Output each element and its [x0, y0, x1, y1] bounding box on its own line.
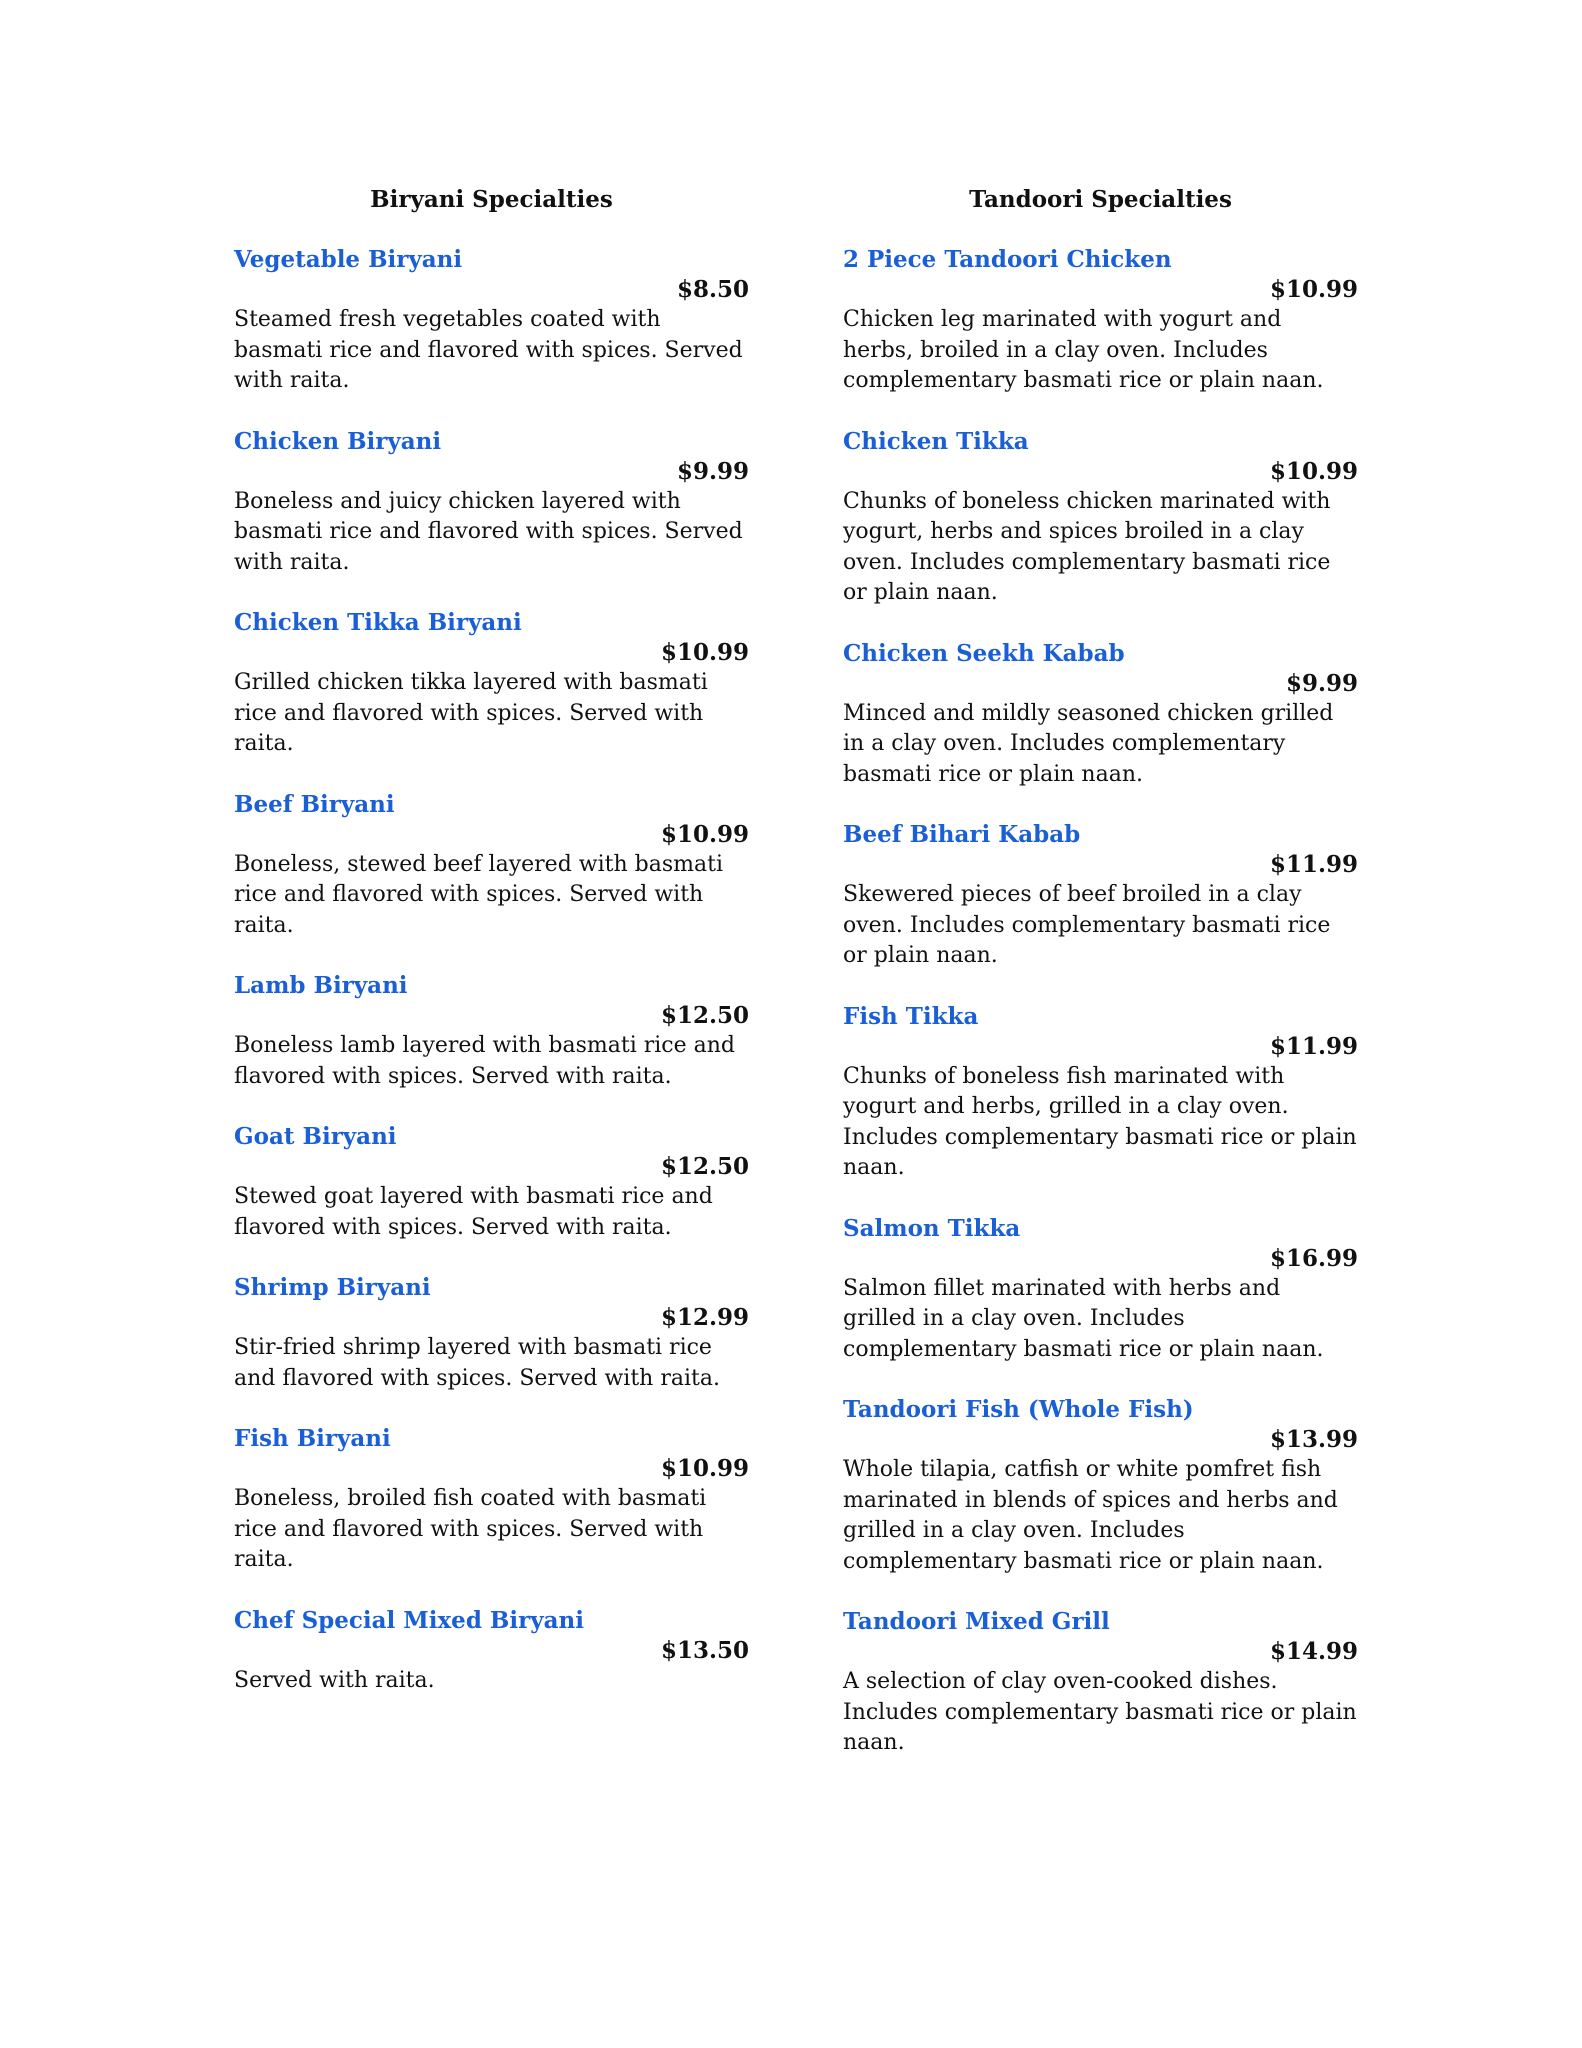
- item-name: Chicken Tikka: [843, 427, 1029, 455]
- menu-item: [843, 1214, 1358, 1366]
- menu-item: [234, 971, 749, 1092]
- menu-item: [843, 427, 1358, 609]
- menu-item: [234, 1424, 749, 1576]
- item-description: Boneless, broiled fish coated with basmati rice and flavored with spices. Served with raita.: [234, 1486, 707, 1572]
- item-description: Chicken leg marinated with yogurt and herbs, broiled in a clay oven. Includes complementary basmati rice or plain naan.: [843, 307, 1324, 393]
- item-price: $10.99: [660, 820, 749, 848]
- item-price: $10.99: [1269, 276, 1358, 303]
- item-name: Chicken Biryani: [234, 427, 442, 455]
- item-description: Whole tilapia, catfish or white pomfret fish marinated in blends of spices and herbs and grilled in a clay oven. Includes complementary basmati rice or plain naan.: [843, 1457, 1338, 1574]
- item-name: 2 Piece Tandoori Chicken: [843, 246, 1172, 273]
- item-name: Chef Special Mixed Biryani: [234, 1606, 584, 1634]
- item-description: Minced and mildly seasoned chicken grilled in a clay oven. Includes complementary basmati rice or plain naan.: [843, 700, 1334, 787]
- item-description: Stir-fried shrimp layered with basmati rice and flavored with spices. Served with raita.: [234, 1335, 720, 1391]
- item-description: Boneless, stewed beef layered with basmati rice and flavored with spices. Served with raita.: [234, 851, 723, 938]
- item-name: Beef Biryani: [234, 790, 395, 818]
- item-price: $12.99: [660, 1304, 749, 1331]
- item-price: $11.99: [1269, 1032, 1358, 1060]
- biryani-section: [234, 184, 749, 1726]
- item-name: Lamb Biryani: [234, 972, 408, 999]
- menu-item: [234, 790, 749, 942]
- item-price: $11.99: [1269, 851, 1358, 878]
- item-name: Tandoori Fish (Whole Fish): [843, 1396, 1194, 1423]
- item-name: Fish Tikka: [843, 1002, 979, 1030]
- item-price: $10.99: [1269, 457, 1358, 485]
- item-price: $12.50: [660, 1002, 749, 1029]
- item-name: Beef Bihari Kabab: [843, 821, 1081, 848]
- menu-item: [234, 1273, 749, 1394]
- menu-item: [234, 608, 749, 760]
- item-description: A selection of clay oven-cooked dishes. Includes complementary basmati rice or plain naan.: [843, 1669, 1357, 1755]
- item-price: $8.50: [676, 276, 749, 303]
- item-name: Salmon Tikka: [843, 1214, 1021, 1242]
- item-description: Steamed fresh vegetables coated with basmati rice and flavored with spices. Served with raita.: [234, 307, 743, 393]
- item-name: Fish Biryani: [234, 1425, 391, 1452]
- item-description: Chunks of boneless chicken marinated with yogurt, herbs and spices broiled in a clay oven. Includes complementary basmati rice or plain naan.: [843, 488, 1331, 605]
- item-price: $13.50: [660, 1636, 749, 1664]
- item-price: $9.99: [676, 457, 749, 485]
- item-name: Tandoori Mixed Grill: [843, 1608, 1110, 1635]
- item-description: Grilled chicken tikka layered with basmati rice and flavored with spices. Served with raita.: [234, 670, 708, 756]
- item-description: Boneless and juicy chicken layered with basmati rice and flavored with spices. Served with raita.: [234, 488, 743, 575]
- section-title: Biryani Specialties: [370, 186, 613, 213]
- menu-item: [843, 820, 1358, 972]
- item-price: $13.99: [1269, 1426, 1358, 1453]
- tandoori-section: [843, 184, 1358, 1789]
- item-price: $16.99: [1269, 1244, 1358, 1272]
- item-description: Salmon fillet marinated with herbs and grilled in a clay oven. Includes complementary basmati rice or plain naan.: [843, 1275, 1324, 1362]
- menu-item: [234, 427, 749, 579]
- item-name: Shrimp Biryani: [234, 1274, 431, 1301]
- menu-item: [843, 245, 1358, 397]
- item-name: Chicken Seekh Kabab: [843, 639, 1125, 667]
- menu-item: [843, 1395, 1358, 1577]
- menu-item: [234, 1606, 749, 1697]
- item-description: Skewered pieces of beef broiled in a clay oven. Includes complementary basmati rice or plain naan.: [843, 882, 1331, 968]
- item-price: $12.50: [660, 1153, 749, 1180]
- item-price: $10.99: [660, 639, 749, 666]
- menu-item: [843, 639, 1358, 791]
- item-price: $9.99: [1285, 669, 1358, 697]
- item-name: Goat Biryani: [234, 1123, 397, 1150]
- item-description: Served with raita.: [234, 1667, 435, 1693]
- menu-item: [234, 1122, 749, 1243]
- menu-item: [843, 1607, 1358, 1759]
- item-name: Vegetable Biryani: [234, 246, 463, 273]
- menu-item: [234, 245, 749, 397]
- item-description: Boneless lamb layered with basmati rice and flavored with spices. Served with raita.: [234, 1033, 735, 1089]
- section-title: Tandoori Specialties: [969, 186, 1232, 213]
- item-description: Chunks of boneless fish marinated with yogurt and herbs, grilled in a clay oven. Includes complementary basmati rice or plain naan.: [843, 1063, 1357, 1180]
- item-price: $14.99: [1269, 1638, 1358, 1665]
- item-price: $10.99: [660, 1455, 749, 1482]
- menu-item: [843, 1002, 1358, 1184]
- item-description: Stewed goat layered with basmati rice and flavored with spices. Served with raita.: [234, 1184, 713, 1240]
- item-name: Chicken Tikka Biryani: [234, 609, 522, 636]
